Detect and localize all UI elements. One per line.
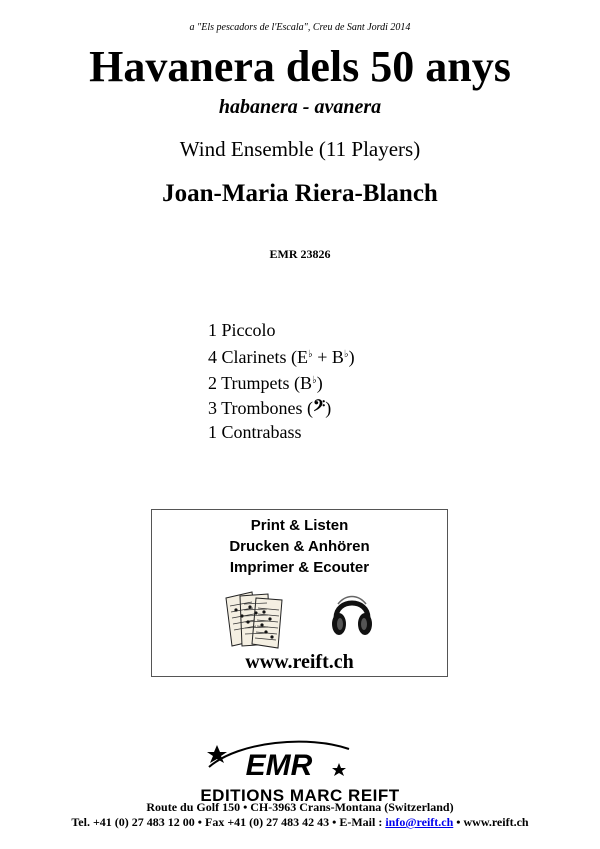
instrument-contrabass: 1 Contrabass [208,422,302,442]
flat-sign: ♭ [312,375,317,386]
promo-line-en: Print & Listen [250,517,349,534]
catalog-number: EMR 23826 [269,247,331,261]
emr-logo [199,737,359,783]
ensemble-label: Wind Ensemble (11 Players) [179,137,421,161]
website-link[interactable]: www.reift.ch [245,651,354,673]
publisher-name: EDITIONS MARC REIFT [200,786,400,805]
promo-line-fr: Imprimer & Ecouter [229,559,370,576]
composer-name: Joan-Maria Riera-Blanch [162,180,438,207]
publisher-address: Route du Golf 150 • CH-3963 Crans-Montana (Switzerland) [146,800,454,814]
instrument-text: ) [325,397,332,418]
piece-title: Havanera dels 50 anys [89,42,511,91]
instrument-text: ) [348,346,355,367]
flat-sign: ♭ [343,348,349,360]
logo-text: EMR [245,749,313,782]
flat-sign: ♭ [307,348,313,360]
sheet-music-icon [222,588,290,650]
email-link[interactable]: info@reift.ch [385,815,454,829]
instrument-text: 4 Clarinets (E [208,346,308,367]
instrument-text: ) [316,373,323,393]
instrument-trombones [208,396,355,421]
headphones-icon [328,588,376,640]
promo-line-de: Drucken & Anhören [229,538,370,555]
instrument-list [208,318,355,445]
instrument-trumpets [208,369,355,396]
instrument-piccolo: 1 Piccolo [208,320,276,340]
bass-clef-icon: 𝄢 [313,396,326,419]
contact-text: • www.reift.ch [453,815,529,829]
contact-text: Tel. +41 (0) 27 483 12 00 • Fax +41 (0) 27 483 42 43 • E-Mail : [71,815,386,829]
piece-subtitle: habanera - avanera [218,96,382,118]
publisher-contact [0,815,600,830]
print-listen-box [151,509,448,677]
instrument-text: 3 Trombones ( [208,397,314,418]
instrument-text: + B [312,346,344,367]
dedication: a "Els pescadors de l'Escala", Creu de Sant Jordi 2014 [189,22,411,33]
instrument-text: 2 Trumpets (B [208,373,313,393]
instrument-clarinets [208,343,355,370]
